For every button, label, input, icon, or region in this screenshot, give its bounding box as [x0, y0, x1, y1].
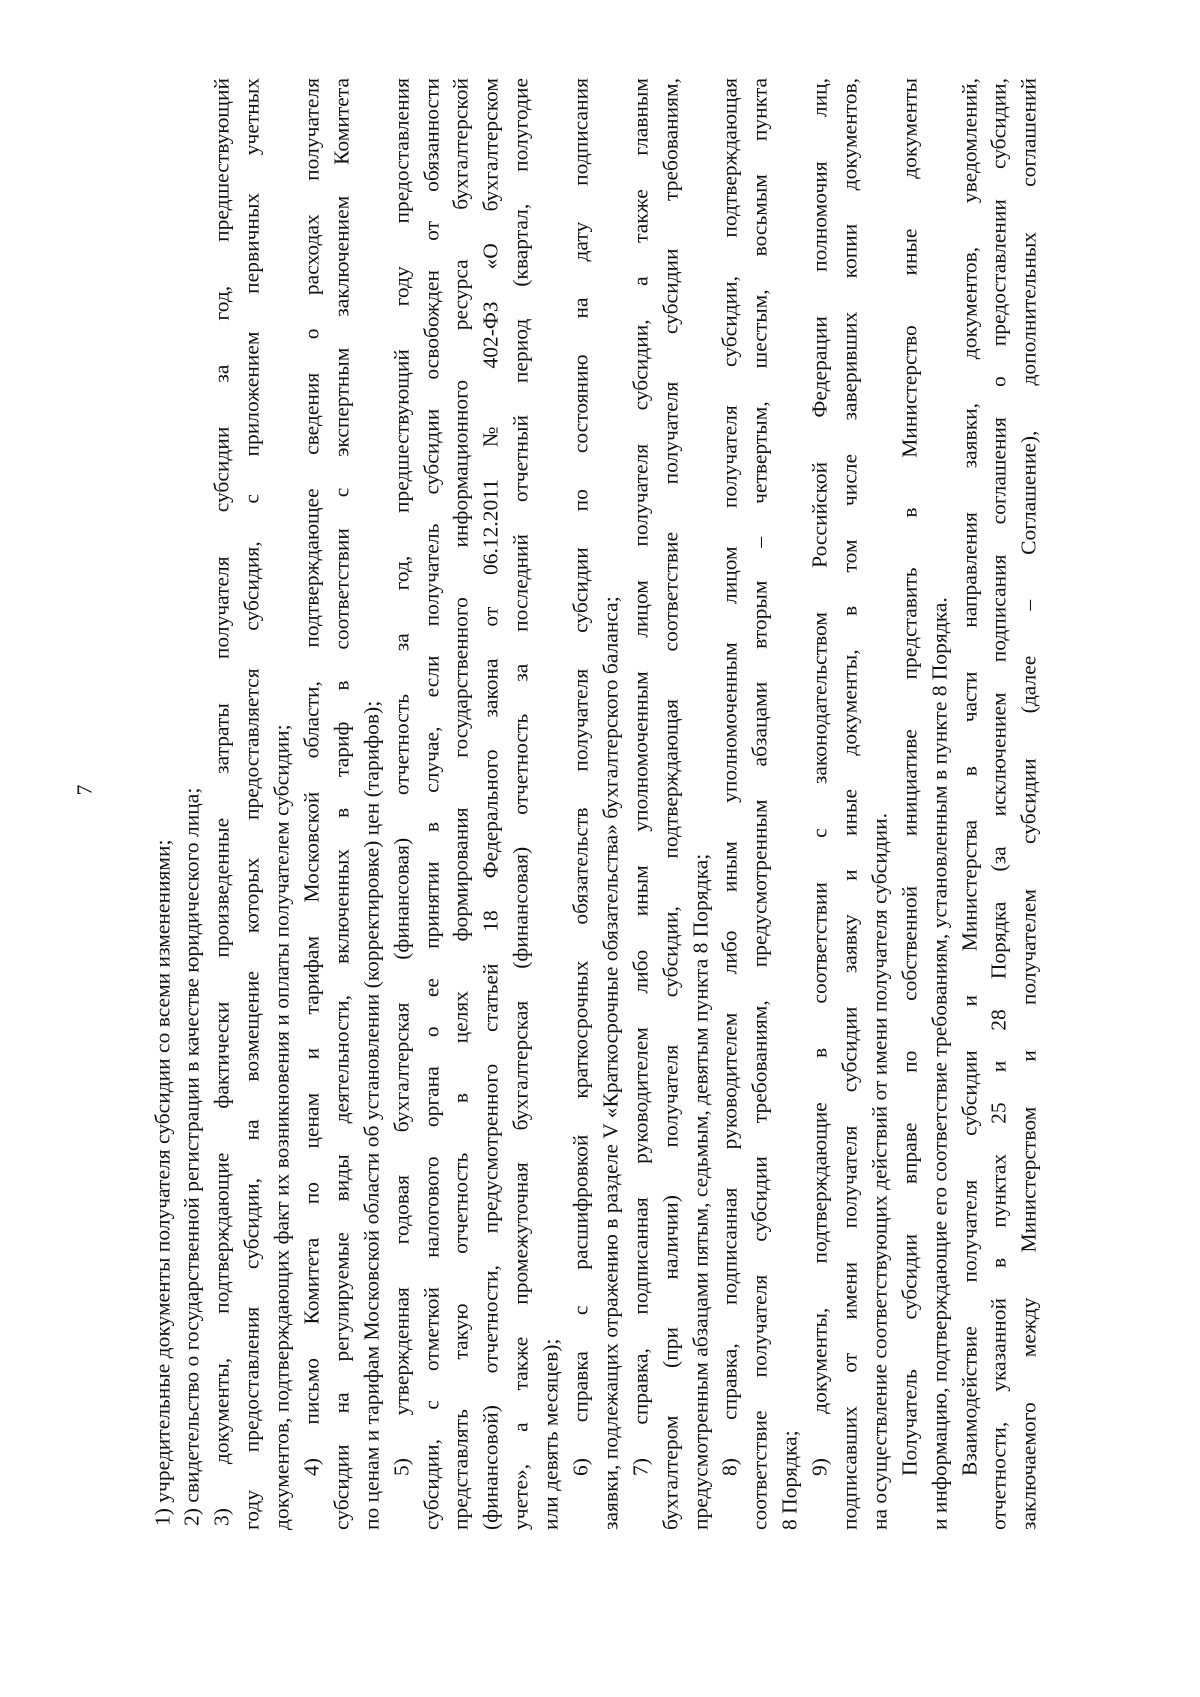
text-line: документов, подтверждающих факт их возникновения и оплаты получателем субсидии;: [269, 724, 294, 1530]
text-line: отчетности, указанной в пунктах 25 и 28 Порядка (за исключением подписания соглашения о предоставлении субсидии,: [986, 78, 1011, 1530]
paragraph-item-2: [178, 78, 208, 1530]
paragraph-interaction: [955, 78, 1045, 1530]
document-page: [70, 75, 1045, 1535]
text-line: 2) свидетельство о государственной регистрации в качестве юридического лица;: [179, 787, 204, 1526]
text-line: соответствие получателя субсидии требованиям, предусмотренным абзацами вторым – четвертым, шестым, восьмым пункта: [747, 78, 772, 1530]
text-line: заключаемого между Министерством и получателем субсидии (далее – Соглашение), дополнительных соглашений: [1016, 78, 1041, 1530]
paragraph-recipient-right: [895, 78, 955, 1530]
text-line: субсидии на регулируемые виды деятельности, включенных в тариф в соответствии с экспертным заключением Комитета: [329, 78, 354, 1530]
text-line: 6) справка с расшифровкой краткосрочных обязательств получателя субсидии по состоянию на дату подписания: [568, 78, 593, 1476]
paragraph-item-1: [148, 78, 178, 1530]
text-line: на осуществление соответствующих действий от имени получателя субсидии.: [867, 812, 892, 1530]
paragraph-item-3: [208, 78, 298, 1530]
text-line: Взаимодействие получателя субсидии и Министерства в части направления заявки, документов, уведомлений,: [957, 78, 982, 1476]
text-line: учете», а также промежуточная бухгалтерская (финансовая) отчетность за последний отчетный период (квартал, полугодие: [508, 78, 533, 1530]
text-line: и информацию, подтверждающие его соответствие требованиям, установленным в пункте 8 Порядка.: [927, 597, 952, 1530]
text-line: предусмотренным абзацами пятым, седьмым, девятым пункта 8 Порядка;: [688, 853, 713, 1530]
text-line: 8 Порядка;: [777, 1430, 802, 1530]
paragraph-item-5: [387, 78, 566, 1530]
text-line: 3) документы, подтверждающие фактически произведенные затраты получателя субсидии за год, предшествующий: [209, 78, 234, 1526]
paragraph-item-8: [716, 78, 806, 1530]
text-line: по ценам и тарифам Московской области об установлении (корректировке) цен (тарифов);: [359, 700, 384, 1530]
paragraph-item-4: [297, 78, 387, 1530]
text-line: подписавших от имени получателя субсидии заявку и иные документы, в том числе заверивших копии документов,: [837, 78, 862, 1530]
text-line: Получатель субсидии вправе по собственной инициативе представить в Министерство иные документы: [897, 78, 922, 1476]
paragraph-item-7: [626, 78, 716, 1530]
text-line: 1) учредительные документы получателя субсидии со всеми изменениями;: [150, 839, 174, 1526]
text-line: представлять такую отчетность в целях формирования государственного информационного ресурса бухгалтерской: [448, 78, 473, 1530]
document-body: [148, 78, 1045, 1530]
text-line: бухгалтером (при наличии) получателя субсидии, подтверждающая соответствие получателя субсидии требованиям,: [658, 78, 683, 1530]
text-line: 7) справка, подписанная руководителем либо иным уполномоченным лицом получателя субсидии, а также главным: [628, 78, 653, 1476]
text-line: году предоставления субсидии, на возмещение которых предоставляется субсидия, с приложением первичных учетных: [239, 78, 264, 1530]
text-line: 9) документы, подтверждающие в соответствии с законодательством Российской Федерации полномочия лиц,: [807, 78, 832, 1476]
paragraph-item-9: [806, 78, 896, 1530]
text-line: 4) письмо Комитета по ценам и тарифам Московской области, подтверждающее сведения о расходах получателя: [299, 78, 324, 1476]
text-line: или девять месяцев);: [538, 1338, 563, 1530]
text-line: заявки, подлежащих отражению в разделе V «Краткосрочные обязательства» бухгалтерского баланса;: [598, 596, 623, 1530]
text-line: субсидии, с отметкой налогового органа о ее принятии в случае, если получатель субсидии освобожден от обязанности: [419, 78, 444, 1530]
text-line: 8) справка, подписанная руководителем либо иным уполномоченным лицом получателя субсидии, подтверждающая: [717, 78, 742, 1476]
paragraph-item-6: [566, 78, 626, 1530]
text-line: (финансовой) отчетности, предусмотренного статьей 18 Федерального закона от 06.12.2011 № 402-ФЗ «О бухгалтерском: [478, 78, 503, 1530]
text-line: 5) утвержденная годовая бухгалтерская (финансовая) отчетность за год, предшествующий году предоставления: [389, 78, 414, 1476]
page-number: 7: [72, 784, 97, 796]
